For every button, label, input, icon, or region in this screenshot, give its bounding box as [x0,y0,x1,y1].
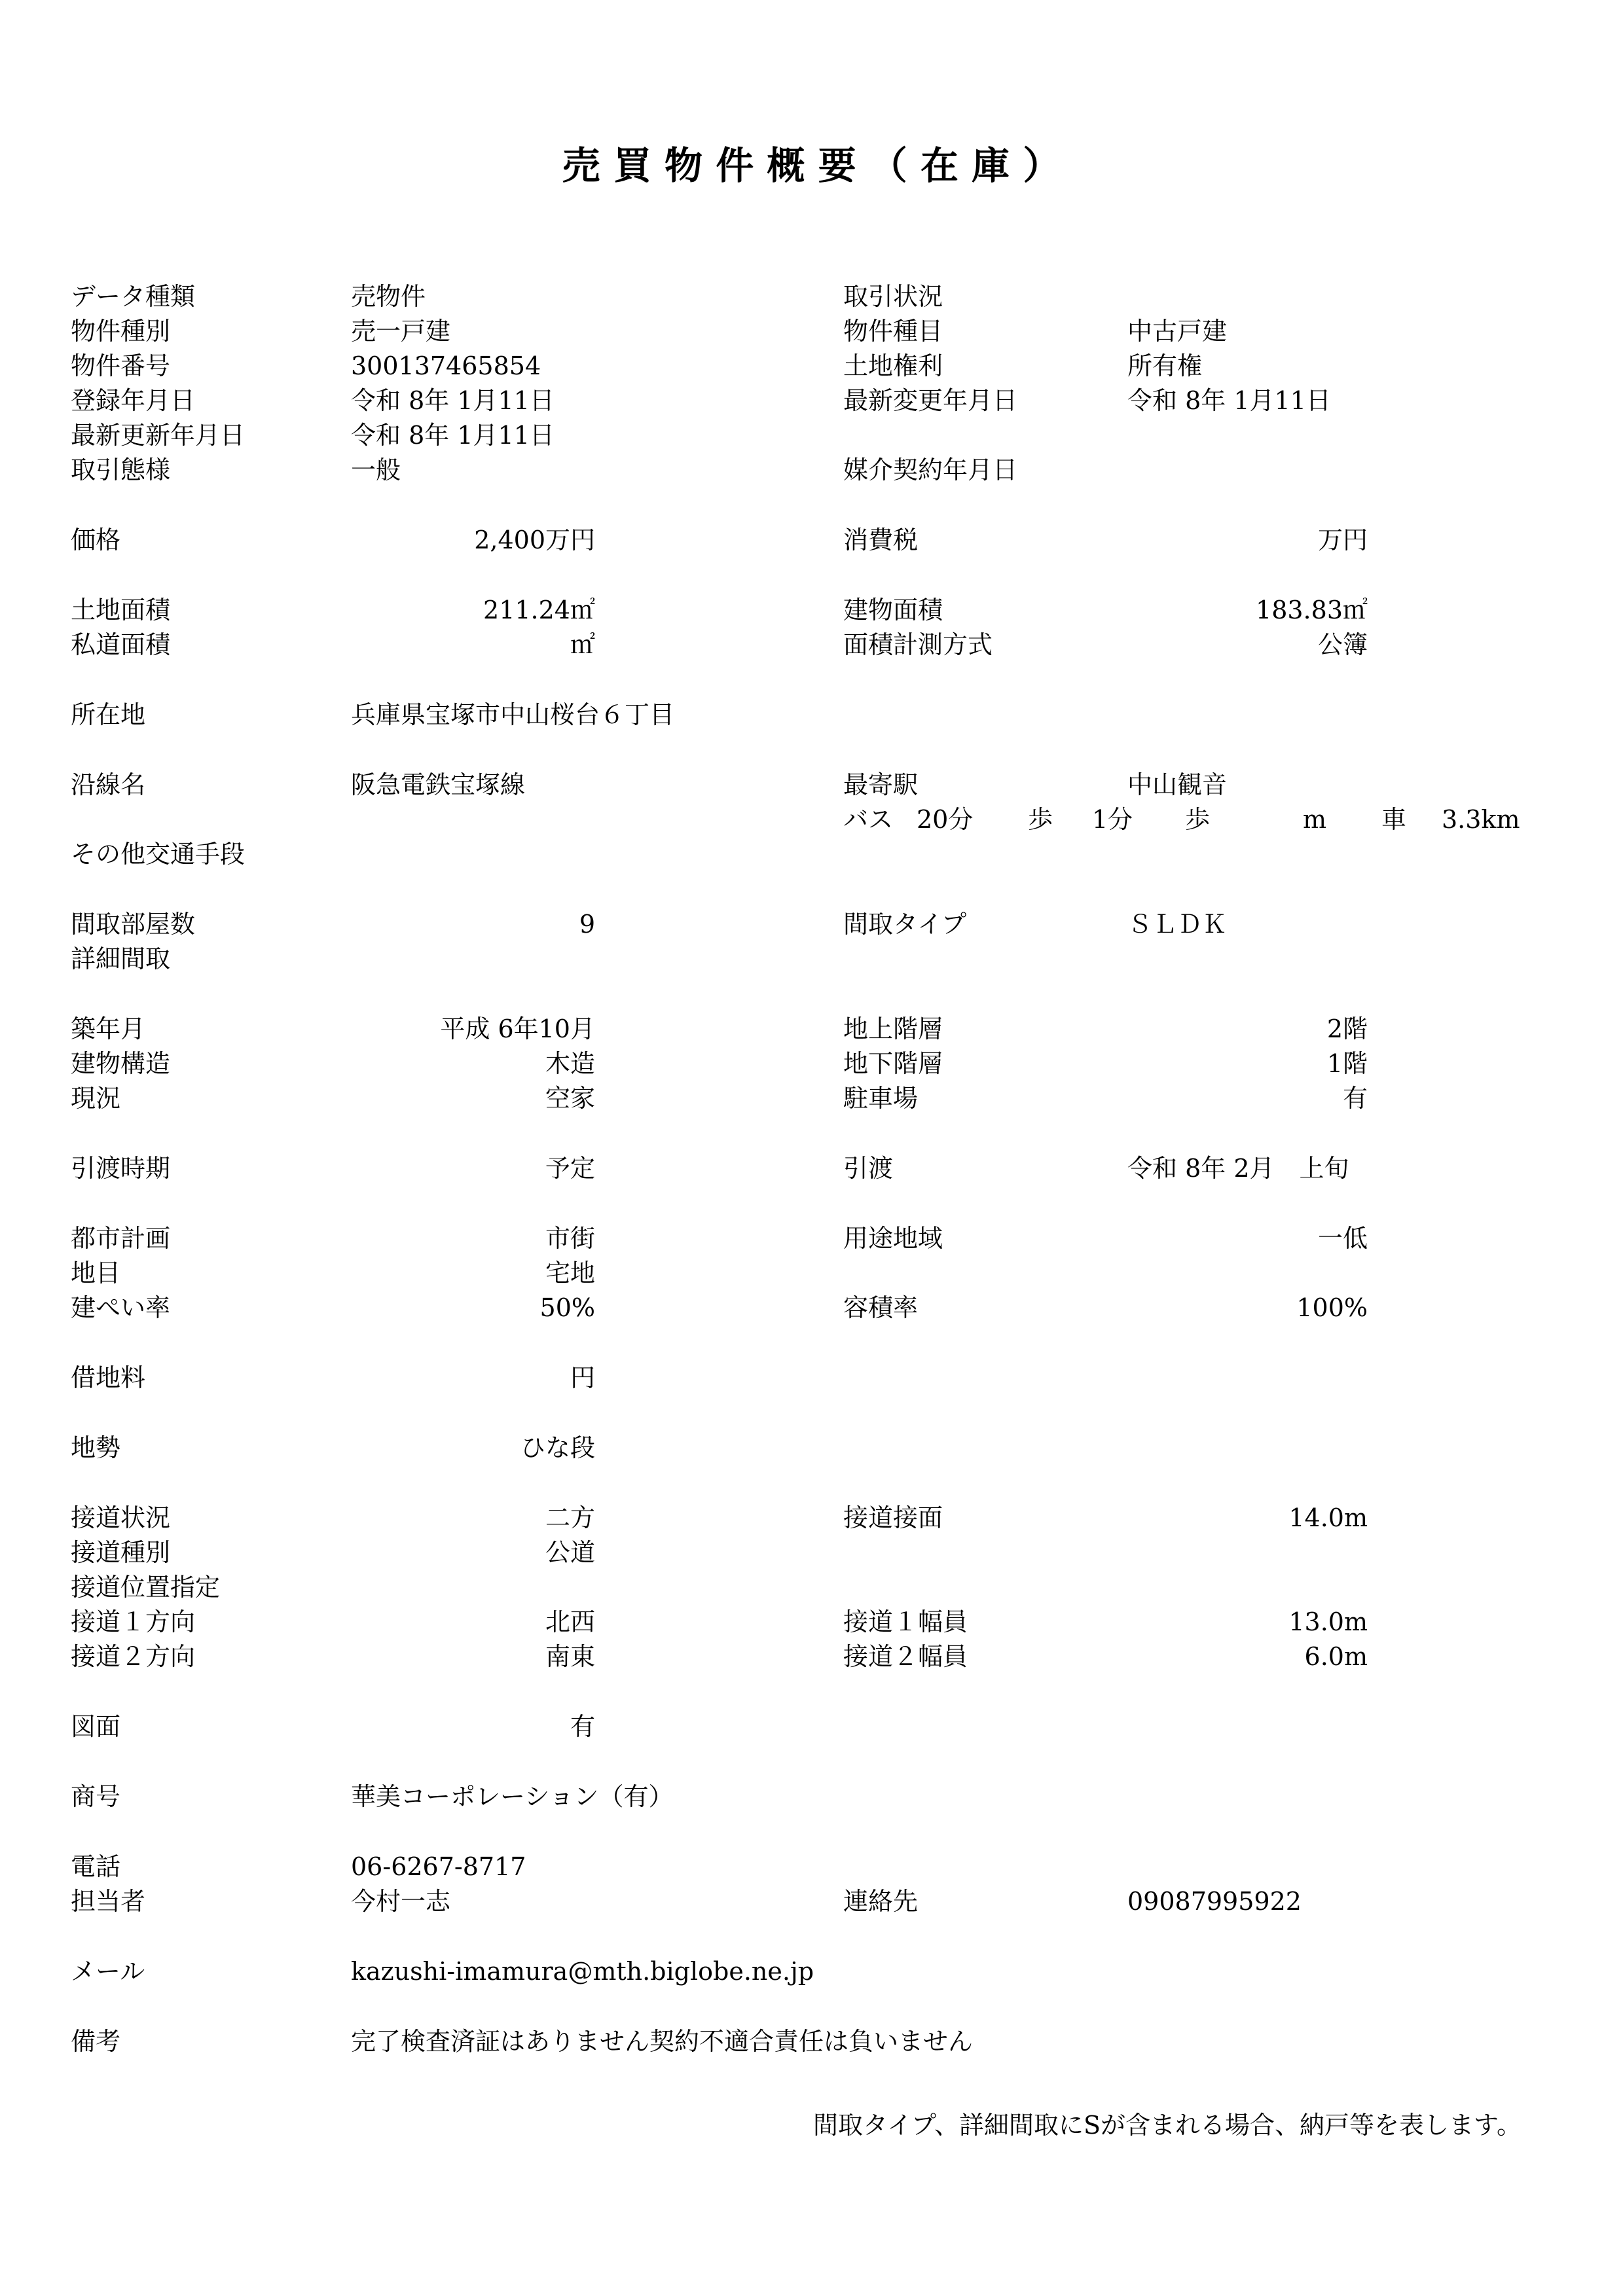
label-far: 容積率 [843,1293,919,1322]
value-built: 平成 6年10月 [440,1014,595,1043]
label-company: 商号 [71,1782,121,1811]
label-land-right: 土地権利 [843,351,943,380]
value-road1-dir: 北西 [545,1607,595,1636]
label-road1-dir: 接道１方向 [71,1607,196,1636]
label-floors-below: 地下階層 [843,1049,943,1078]
value-drawing: 有 [570,1712,595,1741]
label-broker-date: 媒介契約年月日 [843,456,1018,484]
label-email: メール [71,1957,145,1986]
label-property-item: 物件種目 [843,317,943,346]
value-road-frontage: 14.0m [1288,1503,1368,1532]
value-terrain: ひな段 [520,1433,595,1462]
label-condition: 現況 [71,1084,121,1113]
label-trade-mode: 取引態様 [71,456,171,484]
value-coverage: 50% [539,1293,595,1322]
label-update-date: 最新更新年月日 [71,421,246,450]
label-land-category: 地目 [71,1259,121,1287]
value-parking: 有 [1342,1084,1368,1113]
value-far: 100% [1296,1293,1368,1322]
label-city-plan: 都市計画 [71,1224,171,1253]
value-land-area: 211.24㎡ [483,596,595,624]
label-person: 担当者 [71,1887,146,1916]
value-road-status: 二方 [545,1503,595,1532]
value-change-date: 令和 8年 1月11日 [1127,386,1331,415]
label-phone: 電話 [71,1852,121,1881]
transport-walk1-minutes: 1分 [1092,805,1133,834]
value-address: 兵庫県宝塚市中山桜台６丁目 [351,700,675,729]
value-road-type: 公道 [545,1538,595,1567]
value-reg-date: 令和 8年 1月11日 [351,386,555,415]
label-contact: 連絡先 [843,1887,919,1916]
label-line: 沿線名 [71,770,146,799]
label-property-kind: 物件種別 [71,317,171,346]
value-road2-width: 6.0m [1304,1642,1368,1671]
label-property-no: 物件番号 [71,351,171,380]
value-price: 2,400万円 [474,526,595,554]
label-structure: 建物構造 [71,1049,171,1078]
value-zoning: 一低 [1317,1224,1368,1253]
label-land-rent: 借地料 [71,1363,146,1392]
label-trade-status: 取引状況 [843,282,943,311]
value-floors-above: 2階 [1326,1014,1368,1043]
value-layout-type: ＳＬＤＫ [1127,910,1228,939]
label-road-type: 接道種別 [71,1538,171,1567]
transport-car-label: 車 [1381,805,1407,834]
label-reg-date: 登録年月日 [71,386,196,415]
label-address: 所在地 [71,700,146,729]
label-road1-width: 接道１幅員 [843,1607,968,1636]
value-update-date: 令和 8年 1月11日 [351,421,555,450]
label-road-designation: 接道位置指定 [71,1573,221,1602]
label-terrain: 地勢 [71,1433,121,1462]
value-email: kazushi-imamura@mth.biglobe.ne.jp [351,1957,814,1986]
label-road2-width: 接道２幅員 [843,1642,968,1671]
value-building-area: 183.83㎡ [1256,596,1368,624]
value-private-road: ㎡ [570,630,595,659]
label-data-type: データ種類 [71,282,196,311]
document-title: 売 買 物 件 概 要 （ 在 庫 ） [562,143,1061,188]
label-road2-dir: 接道２方向 [71,1642,196,1671]
value-handover: 令和 8年 2月 上旬 [1127,1154,1349,1183]
label-handover-timing: 引渡時期 [71,1154,171,1183]
value-area-method: 公簿 [1317,630,1368,659]
value-station: 中山観音 [1127,770,1228,799]
value-contact: 09087995922 [1127,1887,1302,1916]
label-change-date: 最新変更年月日 [843,386,1018,415]
value-land-right: 所有権 [1127,351,1203,380]
label-zoning: 用途地域 [843,1224,943,1253]
transport-bus-label: バス [843,805,894,834]
value-structure: 木造 [545,1049,595,1078]
value-city-plan: 市街 [545,1224,595,1253]
value-line: 阪急電鉄宝塚線 [351,770,526,799]
value-property-item: 中古戸建 [1127,317,1228,346]
label-tax: 消費税 [843,526,919,554]
value-property-no: 300137465854 [351,351,541,380]
transport-walk2-label: 歩 [1185,805,1211,834]
value-phone: 06-6267-8717 [351,1852,526,1881]
label-price: 価格 [71,526,121,554]
transport-bus-minutes: 20分 [917,805,974,834]
value-land-rent: 円 [570,1363,595,1392]
value-handover-timing: 予定 [545,1154,595,1183]
label-layout-type: 間取タイプ [843,910,967,939]
value-floors-below: 1階 [1326,1049,1368,1078]
label-station: 最寄駅 [843,770,919,799]
value-condition: 空家 [545,1084,595,1113]
label-drawing: 図面 [71,1712,121,1741]
label-rooms: 間取部屋数 [71,910,196,939]
label-remarks: 備考 [71,2027,121,2056]
label-area-method: 面積計測方式 [843,630,993,659]
label-layout-detail: 詳細間取 [71,944,171,973]
value-company: 華美コーポレーション（有） [351,1782,674,1811]
label-built: 築年月 [71,1014,146,1043]
label-coverage: 建ぺい率 [71,1293,171,1322]
label-building-area: 建物面積 [843,596,943,624]
label-land-area: 土地面積 [71,596,171,624]
label-private-road: 私道面積 [71,630,171,659]
value-trade-mode: 一般 [351,456,401,484]
value-remarks: 完了検査済証はありません契約不適合責任は負いません [351,2027,974,2056]
value-road2-dir: 南東 [545,1642,595,1671]
footnote: 間取タイプ、詳細間取にSが含まれる場合、納戸等を表します。 [812,2111,1522,2140]
value-tax: 万円 [1317,526,1368,554]
value-data-type: 売物件 [351,282,426,311]
value-property-kind: 売一戸建 [351,317,451,346]
label-road-frontage: 接道接面 [843,1503,943,1532]
transport-walk2-meters: m [1303,805,1327,834]
label-parking: 駐車場 [843,1084,919,1113]
transport-car-km: 3.3km [1442,805,1520,834]
label-floors-above: 地上階層 [843,1014,943,1043]
label-road-status: 接道状況 [71,1503,171,1532]
label-handover: 引渡 [843,1154,894,1183]
value-person: 今村一志 [351,1887,451,1916]
value-rooms: 9 [579,910,595,939]
label-other-transport: その他交通手段 [71,840,246,869]
value-road1-width: 13.0m [1288,1607,1368,1636]
transport-walk1-label: 歩 [1028,805,1053,834]
value-land-category: 宅地 [545,1259,595,1287]
